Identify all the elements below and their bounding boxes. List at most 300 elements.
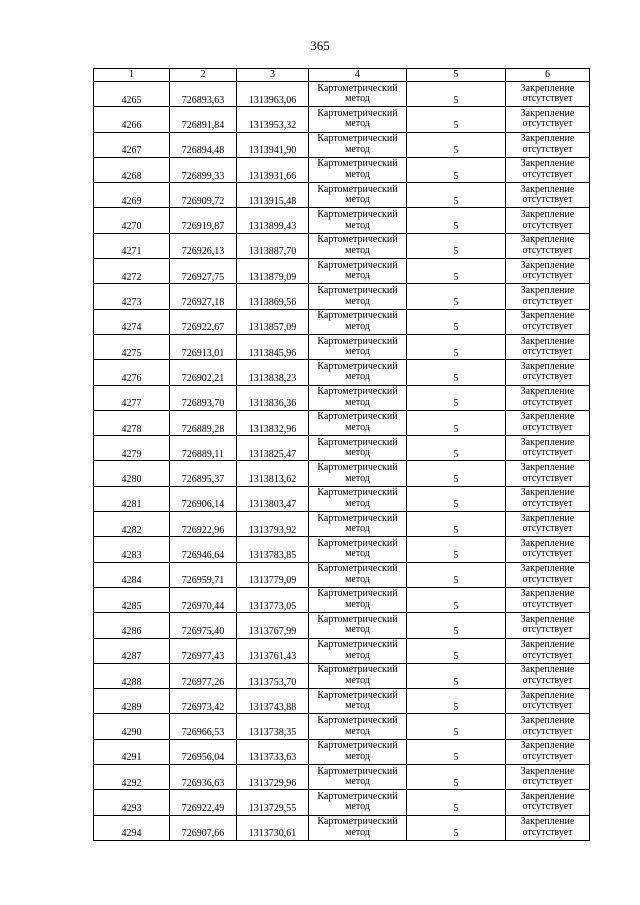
fixing-line: отсутствует	[522, 497, 573, 509]
fixing-line: Закрепление	[520, 411, 575, 423]
fixing-line: Закрепление	[520, 158, 575, 170]
point-number-cell: 4278	[94, 410, 170, 435]
fixing-cell	[506, 461, 590, 486]
method-cell	[309, 334, 407, 359]
method-cell	[309, 233, 407, 258]
x-coordinate-cell: 726922,96	[170, 512, 237, 537]
x-coordinate-cell: 726899,33	[170, 157, 237, 182]
method-line: Картометрический	[317, 537, 398, 549]
fixing-line: Закрепление	[520, 537, 575, 549]
accuracy-cell: 5	[407, 613, 506, 638]
method-line: Картометрический	[317, 335, 398, 347]
fixing-line: Закрепление	[520, 487, 575, 499]
method-line: метод	[345, 169, 370, 181]
method-cell	[309, 157, 407, 182]
accuracy-cell: 5	[407, 663, 506, 688]
table-body	[94, 82, 590, 841]
fixing-cell	[506, 562, 590, 587]
point-number-cell: 4280	[94, 461, 170, 486]
accuracy-cell: 5	[407, 562, 506, 587]
x-coordinate-cell: 726966,53	[170, 714, 237, 739]
method-line: Картометрический	[317, 689, 398, 701]
method-line: Картометрический	[317, 411, 398, 423]
method-cell	[309, 208, 407, 233]
fixing-line: Закрепление	[520, 82, 575, 94]
table-row	[94, 537, 590, 562]
fixing-line: Закрепление	[520, 664, 575, 676]
y-coordinate-cell: 1313838,23	[237, 360, 309, 385]
method-line: Картометрический	[317, 816, 398, 828]
point-number-cell: 4285	[94, 587, 170, 612]
fixing-cell	[506, 790, 590, 815]
method-line: метод	[345, 700, 370, 712]
x-coordinate-cell: 726970,44	[170, 587, 237, 612]
fixing-line: Закрепление	[520, 613, 575, 625]
accuracy-cell: 5	[407, 765, 506, 790]
fixing-cell	[506, 385, 590, 410]
accuracy-cell: 5	[407, 638, 506, 663]
fixing-line: Закрепление	[520, 310, 575, 322]
x-coordinate-cell: 726919,87	[170, 208, 237, 233]
table-row	[94, 132, 590, 157]
method-line: метод	[345, 649, 370, 661]
method-cell	[309, 512, 407, 537]
method-cell	[309, 663, 407, 688]
accuracy-cell: 5	[407, 132, 506, 157]
method-line: метод	[345, 295, 370, 307]
point-number-cell: 4273	[94, 284, 170, 309]
fixing-line: отсутствует	[522, 295, 573, 307]
fixing-line: Закрепление	[520, 816, 575, 828]
method-cell	[309, 537, 407, 562]
fixing-line: отсутствует	[522, 776, 573, 788]
method-cell	[309, 461, 407, 486]
method-line: Картометрический	[317, 158, 398, 170]
method-line: Картометрический	[317, 82, 398, 94]
fixing-cell	[506, 233, 590, 258]
table-row	[94, 157, 590, 182]
x-coordinate-cell: 726895,37	[170, 461, 237, 486]
fixing-line: отсутствует	[522, 523, 573, 535]
table-row	[94, 385, 590, 410]
method-line: метод	[345, 599, 370, 611]
fixing-line: отсутствует	[522, 118, 573, 130]
method-line: Картометрический	[317, 360, 398, 372]
y-coordinate-cell: 1313743,88	[237, 689, 309, 714]
point-number-cell: 4291	[94, 739, 170, 764]
x-coordinate-cell: 726922,49	[170, 790, 237, 815]
table-row	[94, 360, 590, 385]
y-coordinate-cell: 1313941,90	[237, 132, 309, 157]
point-number-cell: 4283	[94, 537, 170, 562]
accuracy-cell: 5	[407, 259, 506, 284]
table-row	[94, 208, 590, 233]
x-coordinate-cell: 726891,84	[170, 107, 237, 132]
y-coordinate-cell: 1313869,56	[237, 284, 309, 309]
method-cell	[309, 638, 407, 663]
table-row	[94, 587, 590, 612]
method-line: метод	[345, 826, 370, 838]
fixing-line: Закрепление	[520, 133, 575, 145]
fixing-line: Закрепление	[520, 765, 575, 777]
method-line: Картометрический	[317, 714, 398, 726]
y-coordinate-cell: 1313887,70	[237, 233, 309, 258]
table-row	[94, 284, 590, 309]
fixing-cell	[506, 107, 590, 132]
table-row	[94, 714, 590, 739]
method-cell	[309, 613, 407, 638]
fixing-cell	[506, 714, 590, 739]
y-coordinate-cell: 1313761,43	[237, 638, 309, 663]
fixing-line: Закрепление	[520, 639, 575, 651]
method-cell	[309, 410, 407, 435]
fixing-line: отсутствует	[522, 472, 573, 484]
x-coordinate-cell: 726889,28	[170, 410, 237, 435]
x-coordinate-cell: 726927,18	[170, 284, 237, 309]
y-coordinate-cell: 1313832,96	[237, 410, 309, 435]
point-number-cell: 4277	[94, 385, 170, 410]
table-row	[94, 663, 590, 688]
fixing-cell	[506, 512, 590, 537]
y-coordinate-cell: 1313836,36	[237, 385, 309, 410]
fixing-line: отсутствует	[522, 599, 573, 611]
table-row	[94, 309, 590, 334]
method-line: Картометрический	[317, 765, 398, 777]
fixing-cell	[506, 587, 590, 612]
fixing-cell	[506, 82, 590, 107]
fixing-line: отсутствует	[522, 169, 573, 181]
fixing-line: Закрепление	[520, 335, 575, 347]
point-number-cell: 4266	[94, 107, 170, 132]
fixing-line: отсутствует	[522, 750, 573, 762]
x-coordinate-cell: 726975,40	[170, 613, 237, 638]
method-line: Картометрический	[317, 386, 398, 398]
x-coordinate-cell: 726926,13	[170, 233, 237, 258]
fixing-line: Закрепление	[520, 512, 575, 524]
x-coordinate-cell: 726959,71	[170, 562, 237, 587]
x-coordinate-cell: 726909,72	[170, 183, 237, 208]
x-coordinate-cell: 726973,42	[170, 689, 237, 714]
fixing-line: Закрепление	[520, 714, 575, 726]
table-row	[94, 790, 590, 815]
y-coordinate-cell: 1313753,70	[237, 663, 309, 688]
method-line: Картометрический	[317, 436, 398, 448]
column-header: 6	[506, 69, 590, 82]
point-number-cell: 4275	[94, 334, 170, 359]
x-coordinate-cell: 726936,63	[170, 765, 237, 790]
point-number-cell: 4288	[94, 663, 170, 688]
method-cell	[309, 689, 407, 714]
point-number-cell: 4292	[94, 765, 170, 790]
y-coordinate-cell: 1313803,47	[237, 486, 309, 511]
method-cell	[309, 790, 407, 815]
method-line: Картометрический	[317, 487, 398, 499]
method-line: Картометрический	[317, 107, 398, 119]
y-coordinate-cell: 1313813,62	[237, 461, 309, 486]
point-number-cell: 4271	[94, 233, 170, 258]
method-line: метод	[345, 624, 370, 636]
point-number-cell: 4276	[94, 360, 170, 385]
table-row	[94, 815, 590, 840]
accuracy-cell: 5	[407, 82, 506, 107]
accuracy-cell: 5	[407, 410, 506, 435]
method-cell	[309, 82, 407, 107]
y-coordinate-cell: 1313729,55	[237, 790, 309, 815]
point-number-cell: 4289	[94, 689, 170, 714]
fixing-cell	[506, 360, 590, 385]
y-coordinate-cell: 1313963,06	[237, 82, 309, 107]
point-number-cell: 4265	[94, 82, 170, 107]
table-row	[94, 334, 590, 359]
method-cell	[309, 815, 407, 840]
method-line: метод	[345, 270, 370, 282]
x-coordinate-cell: 726956,04	[170, 739, 237, 764]
fixing-line: отсутствует	[522, 447, 573, 459]
method-line: Картометрический	[317, 740, 398, 752]
table-row	[94, 613, 590, 638]
method-line: Картометрический	[317, 664, 398, 676]
fixing-line: Закрепление	[520, 259, 575, 271]
point-number-cell: 4270	[94, 208, 170, 233]
method-line: метод	[345, 472, 370, 484]
fixing-cell	[506, 436, 590, 461]
method-line: Картометрический	[317, 512, 398, 524]
method-line: Картометрический	[317, 588, 398, 600]
method-line: метод	[345, 422, 370, 433]
fixing-cell	[506, 815, 590, 840]
point-number-cell: 4268	[94, 157, 170, 182]
fixing-cell	[506, 537, 590, 562]
fixing-line: Закрепление	[520, 284, 575, 296]
method-line: метод	[345, 725, 370, 737]
fixing-line: Закрепление	[520, 209, 575, 221]
y-coordinate-cell: 1313953,32	[237, 107, 309, 132]
point-number-cell: 4281	[94, 486, 170, 511]
accuracy-cell: 5	[407, 537, 506, 562]
accuracy-cell: 5	[407, 461, 506, 486]
point-number-cell: 4284	[94, 562, 170, 587]
fixing-line: отсутствует	[522, 371, 573, 383]
y-coordinate-cell: 1313899,43	[237, 208, 309, 233]
fixing-cell	[506, 259, 590, 284]
method-cell	[309, 714, 407, 739]
fixing-line: отсутствует	[522, 194, 573, 206]
table-row	[94, 436, 590, 461]
fixing-line: отсутствует	[522, 826, 573, 838]
y-coordinate-cell: 1313825,47	[237, 436, 309, 461]
fixing-line: Закрепление	[520, 107, 575, 119]
table-row	[94, 739, 590, 764]
fixing-line: отсутствует	[522, 396, 573, 408]
fixing-line: Закрепление	[520, 563, 575, 575]
fixing-line: Закрепление	[520, 790, 575, 802]
fixing-line: Закрепление	[520, 436, 575, 448]
method-line: метод	[345, 674, 370, 686]
accuracy-cell: 5	[407, 183, 506, 208]
y-coordinate-cell: 1313793,92	[237, 512, 309, 537]
fixing-cell	[506, 765, 590, 790]
table-row	[94, 233, 590, 258]
column-header: 4	[309, 69, 407, 82]
fixing-line: отсутствует	[522, 725, 573, 737]
method-cell	[309, 739, 407, 764]
fixing-line: отсутствует	[522, 93, 573, 105]
table-row	[94, 512, 590, 537]
method-cell	[309, 284, 407, 309]
point-number-cell: 4279	[94, 436, 170, 461]
column-header: 2	[170, 69, 237, 82]
fixing-cell	[506, 638, 590, 663]
fixing-cell	[506, 284, 590, 309]
fixing-line: отсутствует	[522, 573, 573, 585]
x-coordinate-cell: 726893,63	[170, 82, 237, 107]
fixing-cell	[506, 309, 590, 334]
accuracy-cell: 5	[407, 107, 506, 132]
point-number-cell: 4294	[94, 815, 170, 840]
method-line: метод	[345, 573, 370, 585]
method-line: метод	[345, 548, 370, 560]
y-coordinate-cell: 1313729,96	[237, 765, 309, 790]
y-coordinate-cell: 1313733,63	[237, 739, 309, 764]
y-coordinate-cell: 1313738,35	[237, 714, 309, 739]
fixing-line: Закрепление	[520, 689, 575, 701]
method-line: Картометрический	[317, 259, 398, 271]
method-line: Картометрический	[317, 183, 398, 195]
method-cell	[309, 587, 407, 612]
fixing-line: отсутствует	[522, 801, 573, 813]
method-line: Картометрический	[317, 563, 398, 575]
table-row	[94, 183, 590, 208]
fixing-cell	[506, 739, 590, 764]
fixing-line: отсутствует	[522, 270, 573, 282]
table-row	[94, 638, 590, 663]
method-line: Картометрический	[317, 310, 398, 322]
table-row	[94, 107, 590, 132]
fixing-cell	[506, 334, 590, 359]
accuracy-cell: 5	[407, 436, 506, 461]
x-coordinate-cell: 726913,01	[170, 334, 237, 359]
accuracy-cell: 5	[407, 208, 506, 233]
point-number-cell: 4269	[94, 183, 170, 208]
method-line: Картометрический	[317, 790, 398, 802]
point-number-cell: 4287	[94, 638, 170, 663]
point-number-cell: 4272	[94, 259, 170, 284]
accuracy-cell: 5	[407, 815, 506, 840]
y-coordinate-cell: 1313767,99	[237, 613, 309, 638]
y-coordinate-cell: 1313857,09	[237, 309, 309, 334]
point-number-cell: 4286	[94, 613, 170, 638]
table-row	[94, 410, 590, 435]
method-line: метод	[345, 497, 370, 509]
fixing-cell	[506, 157, 590, 182]
fixing-line: отсутствует	[522, 320, 573, 332]
method-line: метод	[345, 219, 370, 231]
page-number: 365	[310, 38, 330, 53]
method-line: метод	[345, 93, 370, 105]
column-header: 1	[94, 69, 170, 82]
y-coordinate-cell: 1313879,09	[237, 259, 309, 284]
fixing-line: Закрепление	[520, 360, 575, 372]
x-coordinate-cell: 726977,43	[170, 638, 237, 663]
point-number-cell: 4282	[94, 512, 170, 537]
fixing-line: отсутствует	[522, 219, 573, 231]
method-cell	[309, 183, 407, 208]
fixing-line: Закрепление	[520, 462, 575, 473]
table-row	[94, 461, 590, 486]
y-coordinate-cell: 1313931,66	[237, 157, 309, 182]
accuracy-cell: 5	[407, 512, 506, 537]
y-coordinate-cell: 1313783,85	[237, 537, 309, 562]
method-line: метод	[345, 523, 370, 535]
method-line: Картометрический	[317, 234, 398, 246]
method-line: Картометрический	[317, 462, 398, 473]
table-row	[94, 689, 590, 714]
fixing-line: Закрепление	[520, 740, 575, 752]
y-coordinate-cell: 1313915,48	[237, 183, 309, 208]
x-coordinate-cell: 726894,48	[170, 132, 237, 157]
fixing-cell	[506, 486, 590, 511]
accuracy-cell: 5	[407, 157, 506, 182]
fixing-line: Закрепление	[520, 234, 575, 246]
fixing-cell	[506, 613, 590, 638]
y-coordinate-cell: 1313779,09	[237, 562, 309, 587]
accuracy-cell: 5	[407, 309, 506, 334]
fixing-line: Закрепление	[520, 588, 575, 600]
method-line: метод	[345, 801, 370, 813]
method-line: метод	[345, 750, 370, 762]
point-number-cell: 4267	[94, 132, 170, 157]
table-row	[94, 486, 590, 511]
fixing-line: отсутствует	[522, 548, 573, 560]
fixing-cell	[506, 663, 590, 688]
fixing-line: отсутствует	[522, 624, 573, 636]
fixing-line: отсутствует	[522, 422, 573, 433]
x-coordinate-cell: 726977,26	[170, 663, 237, 688]
accuracy-cell: 5	[407, 790, 506, 815]
method-line: Картометрический	[317, 284, 398, 296]
fixing-cell	[506, 410, 590, 435]
accuracy-cell: 5	[407, 689, 506, 714]
x-coordinate-cell: 726927,75	[170, 259, 237, 284]
accuracy-cell: 5	[407, 385, 506, 410]
fixing-cell	[506, 689, 590, 714]
table-row	[94, 562, 590, 587]
fixing-line: отсутствует	[522, 346, 573, 358]
accuracy-cell: 5	[407, 284, 506, 309]
accuracy-cell: 5	[407, 334, 506, 359]
fixing-line: отсутствует	[522, 700, 573, 712]
point-number-cell: 4290	[94, 714, 170, 739]
x-coordinate-cell: 726946,64	[170, 537, 237, 562]
x-coordinate-cell: 726902,21	[170, 360, 237, 385]
y-coordinate-cell: 1313730,61	[237, 815, 309, 840]
method-line: Картометрический	[317, 613, 398, 625]
method-cell	[309, 385, 407, 410]
method-line: Картометрический	[317, 639, 398, 651]
accuracy-cell: 5	[407, 587, 506, 612]
method-cell	[309, 436, 407, 461]
method-line: метод	[345, 346, 370, 358]
fixing-cell	[506, 208, 590, 233]
fixing-cell	[506, 183, 590, 208]
fixing-cell	[506, 132, 590, 157]
method-line: метод	[345, 118, 370, 130]
fixing-line: отсутствует	[522, 649, 573, 661]
table-row	[94, 259, 590, 284]
fixing-line: отсутствует	[522, 674, 573, 686]
method-cell	[309, 360, 407, 385]
table-row	[94, 765, 590, 790]
